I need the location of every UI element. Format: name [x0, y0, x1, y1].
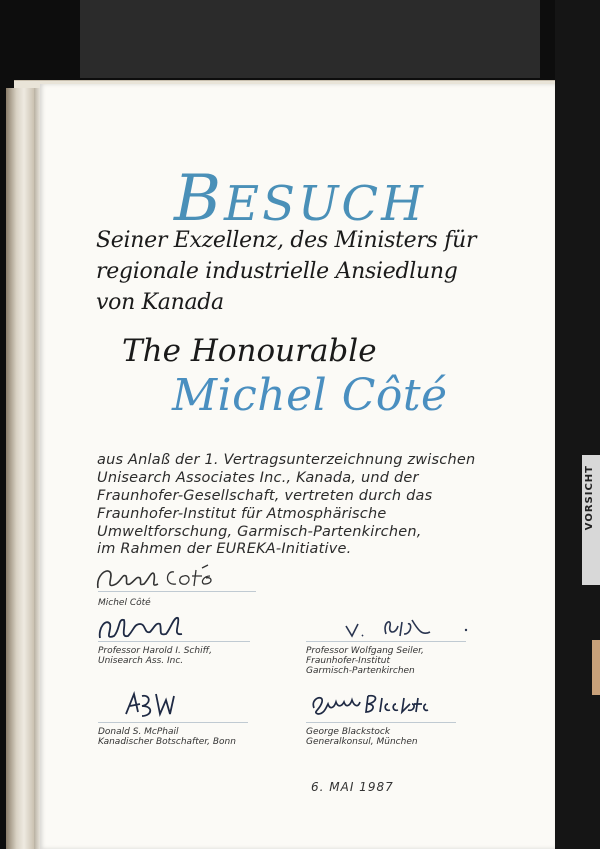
title-initial: B: [174, 162, 225, 236]
honoree-name: Michel Côté: [172, 370, 448, 421]
body-line-1: aus Anlaß der 1. Vertragsunterzeichnung zwischen: [97, 452, 476, 468]
signature-name-blackstock-2: Generalkonsul, München: [306, 737, 418, 747]
signature-name-schiff-1: Professor Harold I. Schiff,: [98, 646, 212, 656]
signature-line: [306, 641, 466, 642]
date: 6. MAI 1987: [311, 780, 394, 794]
signature-cote: [92, 562, 252, 598]
signature-line: [98, 641, 250, 642]
body-line-6: im Rahmen der EUREKA-Initiative.: [97, 541, 352, 557]
honorific: The Honourable: [122, 333, 377, 369]
signature-name-seiler-3: Garmisch-Partenkirchen: [306, 666, 415, 676]
body-line-3: Fraunhofer-Gesellschaft, vertreten durch das: [97, 488, 433, 504]
signature-mcphail: [120, 686, 180, 722]
background: [80, 0, 540, 78]
signature-line: [98, 591, 256, 592]
signature-line: [306, 722, 456, 723]
heading-line-3: von Kanada: [96, 290, 224, 315]
heading-line-2: regionale industrielle Ansiedlung: [96, 259, 458, 284]
heading-line-1: Seiner Exzellenz, des Ministers für: [96, 228, 477, 253]
signature-name-schiff-2: Unisearch Ass. Inc.: [98, 656, 184, 666]
signature-blackstock: [308, 690, 438, 722]
orange-tab: [592, 640, 600, 695]
body-line-5: Umweltforschung, Garmisch-Partenkirchen,: [97, 524, 422, 540]
signature-seiler: [338, 612, 478, 642]
signature-name-blackstock-1: George Blackstock: [306, 727, 391, 737]
body-line-4: Fraunhofer-Institut für Atmosphärische: [97, 506, 387, 522]
signature-name-seiler-2: Fraunhofer-Institut: [306, 656, 391, 666]
right-background: [555, 0, 600, 849]
signature-line: [98, 722, 248, 723]
caution-sticker-text: VORSICHT: [584, 465, 595, 531]
page-title: [0, 162, 600, 236]
body-line-2: Unisearch Associates Inc., Kanada, und der: [97, 470, 419, 486]
signature-name-cote: Michel Côté: [98, 598, 151, 608]
signature-name-mcphail-2: Kanadischer Botschafter, Bonn: [98, 737, 236, 747]
signature-name-mcphail-1: Donald S. McPhail: [98, 727, 179, 737]
title-rest: ESUCH: [224, 176, 426, 232]
signature-name-seiler-1: Professor Wolfgang Seiler,: [306, 646, 424, 656]
